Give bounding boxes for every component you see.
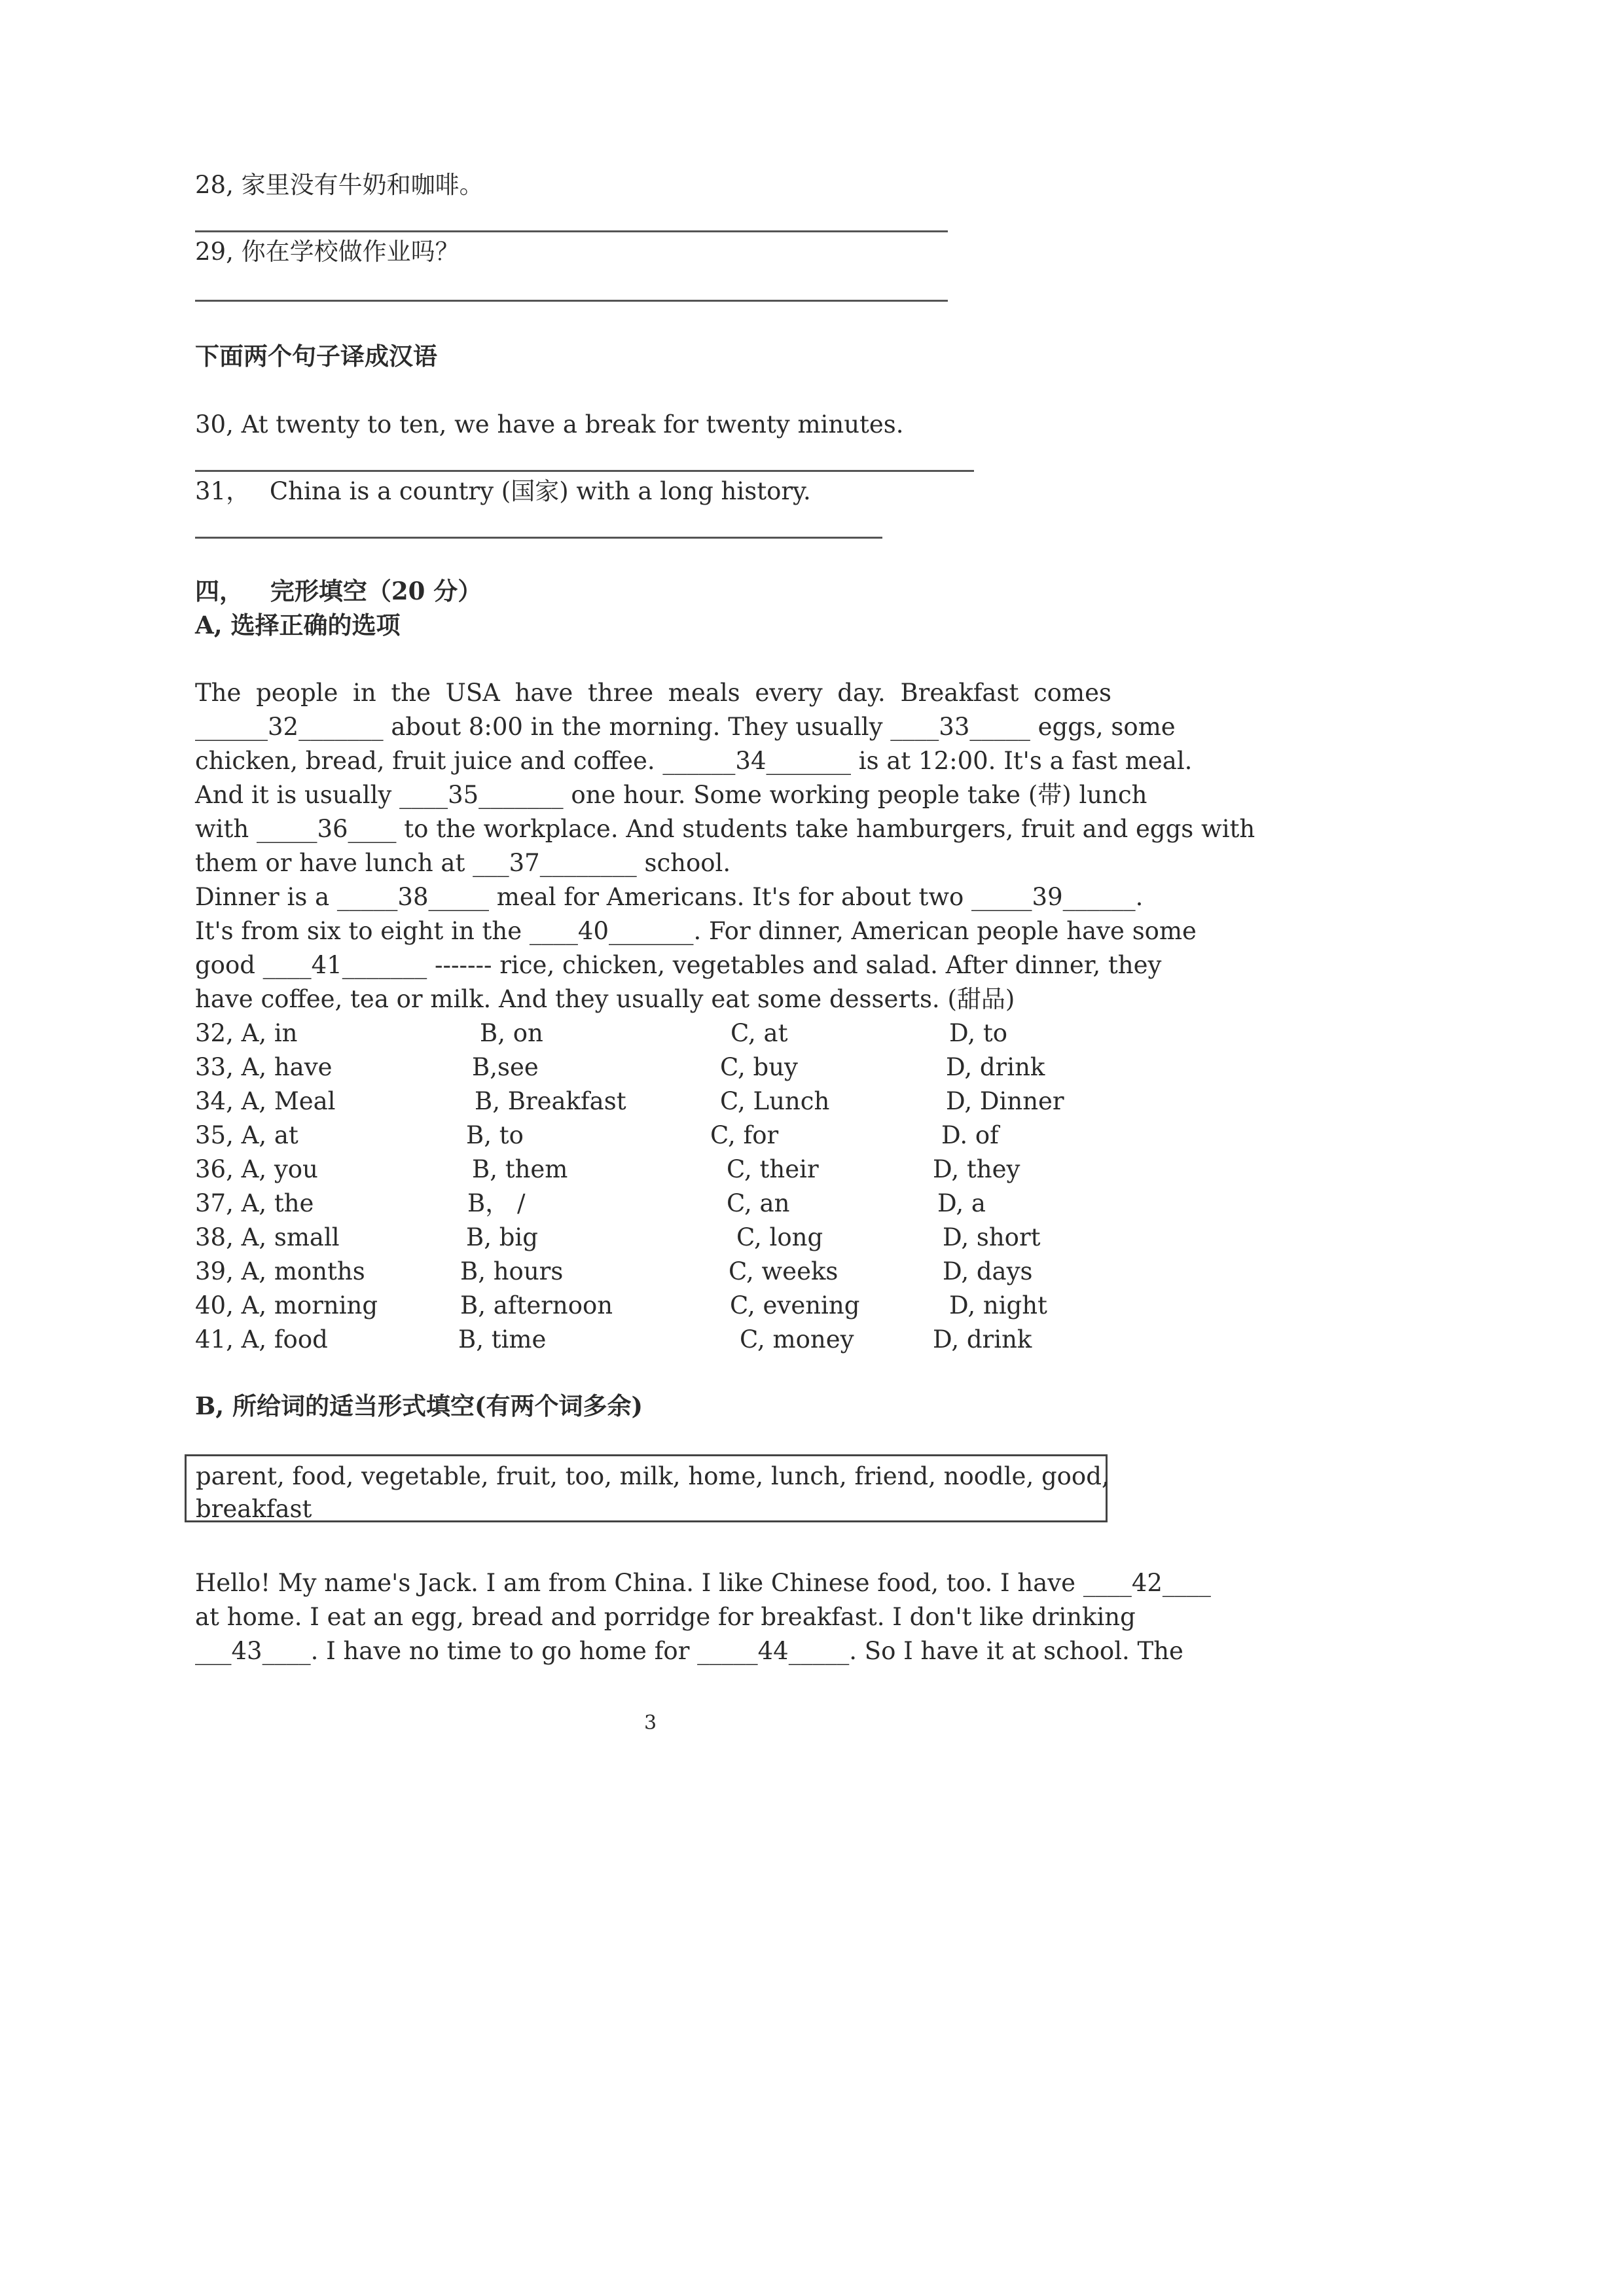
- passage-a-line-5: with _____36____ to the workplace. And students take hamburgers, fruit and eggs with: [195, 815, 1255, 843]
- passage-b-line-3: ___43____. I have no time to go home for _____44_____. So I have it at school. The: [195, 1637, 1183, 1665]
- option-row-35-d: D. of: [941, 1121, 999, 1149]
- word-bank-line-1: parent, food, vegetable, fruit, too, milk, home, lunch, friend, noodle, good,: [196, 1462, 1110, 1490]
- option-row-34-b: B, Breakfast: [475, 1087, 626, 1115]
- part-a-heading: A, 选择正确的选项: [195, 611, 401, 639]
- option-row-37-c: C, an: [727, 1189, 790, 1217]
- option-row-39-b: B, hours: [460, 1257, 564, 1285]
- option-row-32-a: 32, A, in: [195, 1019, 298, 1047]
- question-30: [195, 412, 904, 437]
- option-row-38-c: C, long: [736, 1223, 823, 1251]
- question-number: 30,: [195, 410, 234, 439]
- question-31: [195, 479, 811, 503]
- option-row-36-b: B, them: [472, 1155, 568, 1183]
- translate-heading: 下面两个句子译成汉语: [195, 342, 437, 370]
- option-row-40-b: B, afternoon: [460, 1291, 613, 1319]
- section-4-heading: [195, 579, 482, 603]
- option-row-38-d: D, short: [943, 1223, 1041, 1251]
- option-row-34-a: 34, A, Meal: [195, 1087, 336, 1115]
- word-bank-box: [185, 1454, 1108, 1522]
- question-28: [195, 173, 484, 197]
- option-row-37-b: B， /: [467, 1189, 526, 1217]
- option-row-32-b: B, on: [480, 1019, 543, 1047]
- option-row-39-c: C, weeks: [729, 1257, 839, 1285]
- question-text: 家里没有牛奶和咖啡。: [241, 171, 484, 199]
- question-text: At twenty to ten, we have a break for twenty minutes.: [241, 410, 904, 439]
- passage-a2-line-3: good ____41_______ ------- rice, chicken, vegetables and salad. After dinner, they: [195, 951, 1162, 979]
- option-row-37-a: 37, A, the: [195, 1189, 314, 1217]
- option-row-40-d: D, night: [949, 1291, 1047, 1319]
- passage-a2-line-1: Dinner is a _____38_____ meal for Americans. It's for about two _____39______.: [195, 883, 1144, 911]
- part-b-heading: B, 所给词的适当形式填空(有两个词多余): [195, 1391, 643, 1420]
- option-row-36-a: 36, A, you: [195, 1155, 318, 1183]
- passage-a-line-4: And it is usually ____35_______ one hour. Some working people take (带) lunch: [195, 781, 1147, 809]
- word-bank-line-2: breakfast: [196, 1495, 312, 1523]
- option-row-41-b: B, time: [458, 1325, 547, 1354]
- option-row-41-c: C, money: [740, 1325, 854, 1354]
- question-29: [195, 240, 460, 264]
- passage-b-line-2: at home. I eat an egg, bread and porridge for breakfast. I don't like drinking: [195, 1603, 1136, 1631]
- section-title: 完形填空（20 分）: [270, 577, 482, 605]
- option-row-32-d: D, to: [949, 1019, 1008, 1047]
- option-row-37-d: D, a: [937, 1189, 986, 1217]
- option-row-38-a: 38, A, small: [195, 1223, 340, 1251]
- option-row-35-a: 35, A, at: [195, 1121, 298, 1149]
- passage-a-line-3: chicken, bread, fruit juice and coffee. ______34_______ is at 12:00. It's a fast meal.: [195, 747, 1193, 775]
- passage-a2-line-4: have coffee, tea or milk. And they usually eat some desserts. (甜品): [195, 985, 1015, 1013]
- passage-b-line-1: Hello! My name's Jack. I am from China. I like Chinese food, too. I have ____42____: [195, 1569, 1211, 1597]
- option-row-40-c: C, evening: [730, 1291, 860, 1319]
- option-row-34-d: D, Dinner: [946, 1087, 1064, 1115]
- option-row-36-d: D, they: [933, 1155, 1020, 1183]
- question-text: China is a country (国家) with a long history.: [269, 477, 811, 505]
- passage-a-line-1: The people in the USA have three meals every day. Breakfast comes: [195, 679, 1111, 707]
- option-row-33-a: 33, A, have: [195, 1053, 333, 1081]
- answer-line-28: [195, 230, 948, 232]
- answer-line-31: [195, 537, 882, 539]
- option-row-33-c: C, buy: [720, 1053, 798, 1081]
- page-number: 3: [644, 1712, 657, 1734]
- question-number: 31，: [195, 477, 251, 505]
- passage-a-line-2: ______32_______ about 8:00 in the morning. They usually ____33_____ eggs, some: [195, 713, 1176, 741]
- answer-line-30: [195, 470, 974, 472]
- option-row-33-b: B,see: [472, 1053, 539, 1081]
- option-row-32-c: C, at: [731, 1019, 788, 1047]
- option-row-39-d: D, days: [943, 1257, 1033, 1285]
- question-text: 你在学校做作业吗？: [241, 238, 460, 266]
- option-row-36-c: C, their: [727, 1155, 819, 1183]
- question-number: 29,: [195, 238, 234, 266]
- option-row-41-d: D, drink: [933, 1325, 1032, 1354]
- answer-line-29: [195, 300, 948, 302]
- option-row-35-c: C, for: [710, 1121, 779, 1149]
- option-row-33-d: D, drink: [946, 1053, 1045, 1081]
- passage-a2-line-2: It's from six to eight in the ____40_______. For dinner, American people have some: [195, 917, 1197, 945]
- option-row-35-b: B, to: [466, 1121, 524, 1149]
- section-number: 四，: [195, 577, 244, 605]
- option-row-41-a: 41, A, food: [195, 1325, 328, 1354]
- option-row-40-a: 40, A, morning: [195, 1291, 378, 1319]
- option-row-39-a: 39, A, months: [195, 1257, 365, 1285]
- passage-a-line-6: them or have lunch at ___37________ school.: [195, 849, 731, 877]
- option-row-38-b: B, big: [466, 1223, 538, 1251]
- option-row-34-c: C, Lunch: [720, 1087, 830, 1115]
- question-number: 28,: [195, 171, 234, 199]
